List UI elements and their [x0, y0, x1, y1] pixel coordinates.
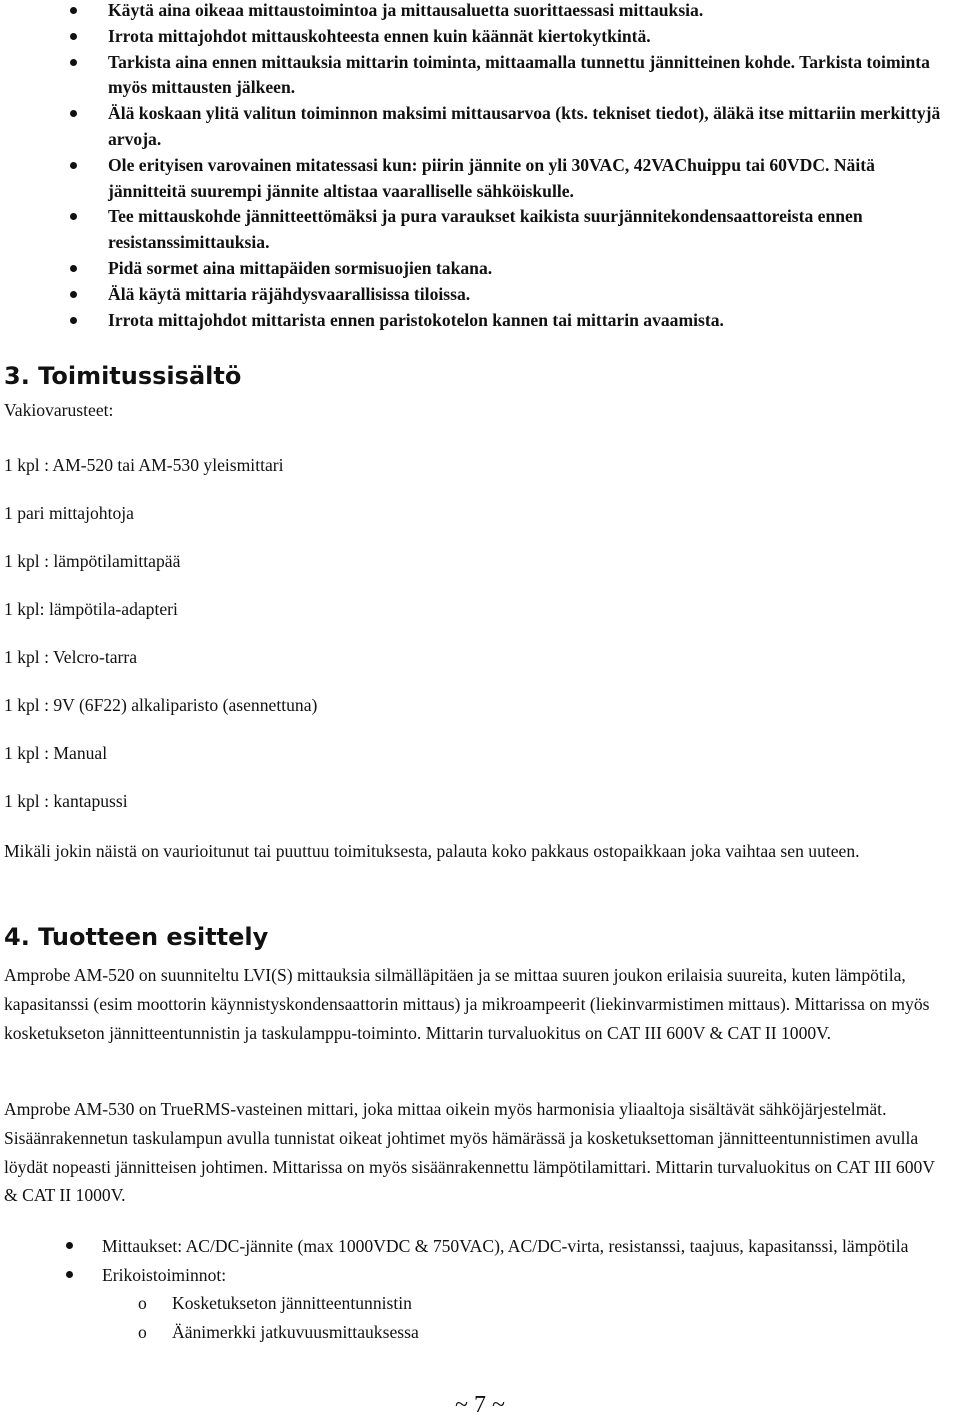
list-item: Erikoistoiminnot: o Kosketukseton jännitteentunnistin o Äänimerkki jatkuvuusmittauksessa — [0, 1261, 940, 1347]
list-item: Tee mittauskohde jännitteettömäksi ja pura varaukset kaikista suurjännitekondensaattoreista ennen resistanssimittauksia. — [0, 204, 955, 256]
product-paragraph-am530: Amprobe AM-530 on TrueRMS-vasteinen mittari, joka mittaa oikein myös harmonisia yliaaltoja sisältävät sähköjärjestelmät. Sisäänrakennetun taskulampun avulla tunnistat oikeat johtimet myös hämärässä ja kosketuksettoman jännitteentunnistimen avulla löydät nopeasti jännitteisen johtimen. Mittarissa on myös sisäänrakennettu lämpötilamittari. Mittarin turvaluokitus on CAT III 600V & CAT II 1000V. — [4, 1099, 935, 1206]
list-item: Mittaukset: AC/DC-jännite (max 1000VDC & 750VAC), AC/DC-virta, resistanssi, taajuus, kapasitanssi, lämpötila — [0, 1232, 940, 1261]
bullet-icon — [70, 265, 77, 272]
bullet-icon — [70, 317, 77, 324]
package-item: 1 kpl : 9V (6F22) alkaliparisto (asennettuna) — [4, 695, 318, 715]
bullet-icon — [70, 110, 77, 117]
package-item: 1 kpl : Velcro-tarra — [4, 647, 138, 667]
product-paragraph-am520: Amprobe AM-520 on suunniteltu LVI(S) mittauksia silmälläpitäen ja se mittaa suuren joukon erilaisia suureita, kuten lämpötila, kapasitanssi (esim moottorin käynnistyskondensaattorin mittaus) ja mikroampeerit (liekinvarmistimen mittaus). Mittarissa on myös kosketukseton jännitteentunnistin ja taskulamppu-toiminto. Mittarin turvaluokitus on CAT III 600V & CAT II 1000V. — [4, 965, 930, 1043]
special-functions-list — [102, 1289, 940, 1346]
bullet-icon — [70, 291, 77, 298]
package-item: 1 kpl : lämpötilamittapää — [4, 551, 181, 571]
package-item: 1 pari mittajohtoja — [4, 503, 134, 523]
safety-warning-list — [0, 0, 955, 333]
bullet-icon — [70, 7, 77, 14]
bullet-icon — [70, 59, 77, 66]
package-note: Mikäli jokin näistä on vaurioitunut tai puuttuu toimituksesta, palauta koko pakkaus ostopaikkaan joka vaihtaa sen uuteen. — [4, 841, 860, 861]
list-item: o Kosketukseton jännitteentunnistin — [102, 1289, 940, 1318]
page-number: ~ 7 ~ — [455, 1392, 505, 1418]
bullet-icon — [70, 33, 77, 40]
section-3-subheading: Vakiovarusteet: — [4, 400, 114, 420]
bullet-icon — [66, 1271, 73, 1278]
sub-bullet-icon: o — [138, 1293, 147, 1314]
list-item: o Äänimerkki jatkuvuusmittauksessa — [102, 1318, 940, 1347]
package-item: 1 kpl : kantapussi — [4, 791, 128, 811]
bullet-icon — [66, 1242, 73, 1249]
bullet-icon — [70, 213, 77, 220]
list-item: Älä käytä mittaria räjähdysvaarallisissa tiloissa. — [0, 282, 955, 308]
feature-list — [0, 1232, 940, 1346]
list-item: Käytä aina oikeaa mittaustoimintoa ja mittausaluetta suorittaessasi mittauksia. — [0, 0, 955, 24]
list-item: Irrota mittajohdot mittarista ennen paristokotelon kannen tai mittarin avaamista. — [0, 308, 955, 334]
list-item: Pidä sormet aina mittapäiden sormisuojien takana. — [0, 256, 955, 282]
list-item: Ole erityisen varovainen mitatessasi kun: piirin jännite on yli 30VAC, 42VAChuippu tai 60VDC. Näitä jännitteitä suurempi jännite altistaa vaaralliselle sähköiskulle. — [0, 153, 955, 205]
package-item: 1 kpl: lämpötila-adapteri — [4, 599, 178, 619]
list-item: Irrota mittajohdot mittauskohteesta ennen kuin käännät kiertokytkintä. — [0, 24, 955, 50]
section-4-heading: 4. Tuotteen esittely — [4, 923, 269, 951]
package-item: 1 kpl : AM-520 tai AM-530 yleismittari — [4, 455, 284, 475]
list-item: Älä koskaan ylitä valitun toiminnon maksimi mittausarvoa (kts. tekniset tiedot), äläkä itse mittariin merkittyjä arvoja. — [0, 101, 955, 153]
section-3-heading: 3. Toimitussisältö — [4, 362, 242, 390]
sub-bullet-icon: o — [138, 1321, 147, 1342]
bullet-icon — [70, 162, 77, 169]
list-item: Tarkista aina ennen mittauksia mittarin toiminta, mittaamalla tunnettu jännitteinen kohde. Tarkista toiminta myös mittausten jälkeen. — [0, 50, 955, 102]
package-item: 1 kpl : Manual — [4, 743, 108, 763]
